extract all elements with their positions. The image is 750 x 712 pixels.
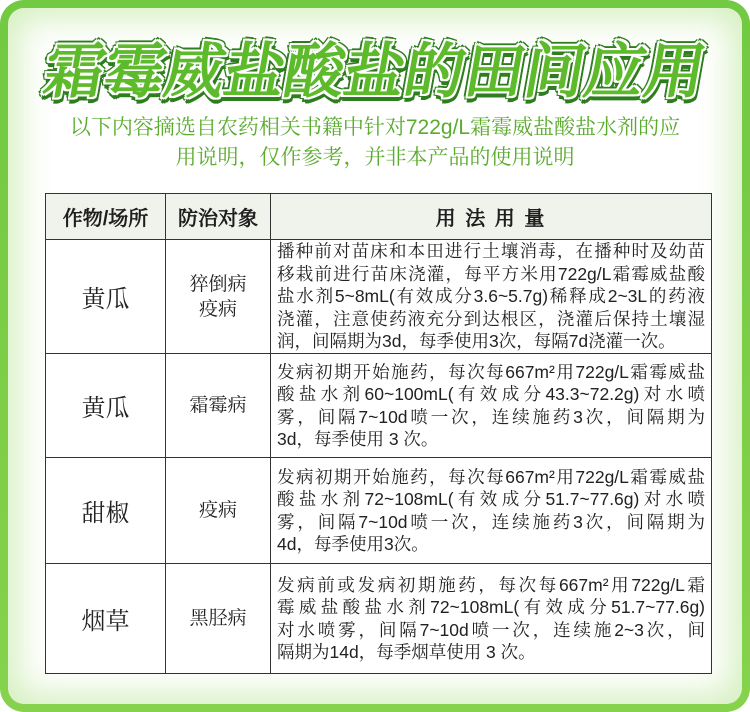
table-row (46, 240, 712, 354)
target-cell (166, 564, 271, 674)
usage-line: 浇灌，注意使药液充分到达根区，浇灌后保持土壤湿 (277, 308, 705, 329)
target-name: 猝倒病 (189, 273, 247, 295)
header-target: 防治对象 (166, 194, 271, 240)
usage-line: 3d，每季使用 3 次。 (277, 429, 439, 449)
usage-line: 雾，间隔7~10d喷一次，连续施药3次，间隔期为 (277, 406, 705, 427)
table-row (46, 354, 712, 458)
target-cell (166, 458, 271, 564)
crop-cell: 黄瓜 (46, 354, 166, 458)
target-name: 霜霉病 (189, 395, 247, 416)
crop-cell: 烟草 (46, 564, 166, 674)
usage-line: 播种前对苗床和本田进行土壤消毒，在播种时及幼苗 (277, 241, 705, 262)
crop-cell: 甜椒 (46, 458, 166, 564)
subtitle-line: 用说明，仅作参考，并非本产品的使用说明 (175, 146, 575, 169)
usage-line: 盐水剂5~8mL(有效成分3.6~5.7g)稀释成2~3L的药液 (277, 286, 705, 307)
usage-line: 润，间隔期为3d，每季使用3次，每隔7d浇灌一次。 (277, 331, 676, 352)
usage-line: 移栽前进行苗床浇灌，每平方米用722g/L霜霉威盐酸 (277, 263, 705, 284)
usage-cell (271, 354, 712, 458)
usage-line: 霉威盐酸盐水剂72~108mL(有效成分51.7~77.6g) (277, 597, 705, 617)
usage-line: 发病初期开始施药，每次每667m²用722g/L霜霉威盐 (277, 466, 705, 487)
usage-table (45, 193, 712, 674)
usage-cell (271, 240, 712, 354)
target-name: 黑胫病 (189, 608, 247, 629)
table-row (46, 564, 712, 674)
usage-line: 发病初期开始施药，每次每667m²用722g/L霜霉威盐 (277, 361, 705, 382)
target-cell (166, 240, 271, 354)
usage-line: 隔期为14d，每季烟草使用 3 次。 (277, 642, 536, 662)
usage-cell (271, 564, 712, 674)
subtitle-line: 以下内容摘选自农药相关书籍中针对722g/L霜霉威盐酸盐水剂的应 (69, 116, 681, 139)
subtitle (20, 113, 730, 173)
crop-cell: 黄瓜 (46, 240, 166, 354)
page-title (0, 40, 750, 106)
page-title-text: 霜霉威盐酸盐的田间应用 (39, 38, 711, 105)
table-header-row (46, 194, 712, 240)
table-row (46, 458, 712, 564)
header-usage: 用 法 用 量 (271, 194, 712, 240)
usage-line: 发病前或发病初期施药，每次每667m²用722g/L霜 (277, 574, 705, 595)
usage-cell (271, 458, 712, 564)
usage-line: 雾，间隔7~10d喷一次，连续施药3次，间隔期为 (277, 511, 705, 532)
usage-line: 酸盐水剂60~100mL(有效成分43.3~72.2g)对水喷 (277, 384, 705, 404)
usage-line: 对水喷雾，间隔7~10d喷一次，连续施2~3次，间 (277, 619, 705, 640)
header-crop: 作物/场所 (46, 194, 166, 240)
target-name: 疫病 (198, 500, 237, 521)
usage-line: 4d，每季使用3次。 (277, 534, 429, 554)
target-name: 疫病 (198, 298, 237, 320)
target-cell (166, 354, 271, 458)
usage-line: 酸盐水剂72~108mL(有效成分51.7~77.6g)对水喷 (277, 489, 705, 509)
